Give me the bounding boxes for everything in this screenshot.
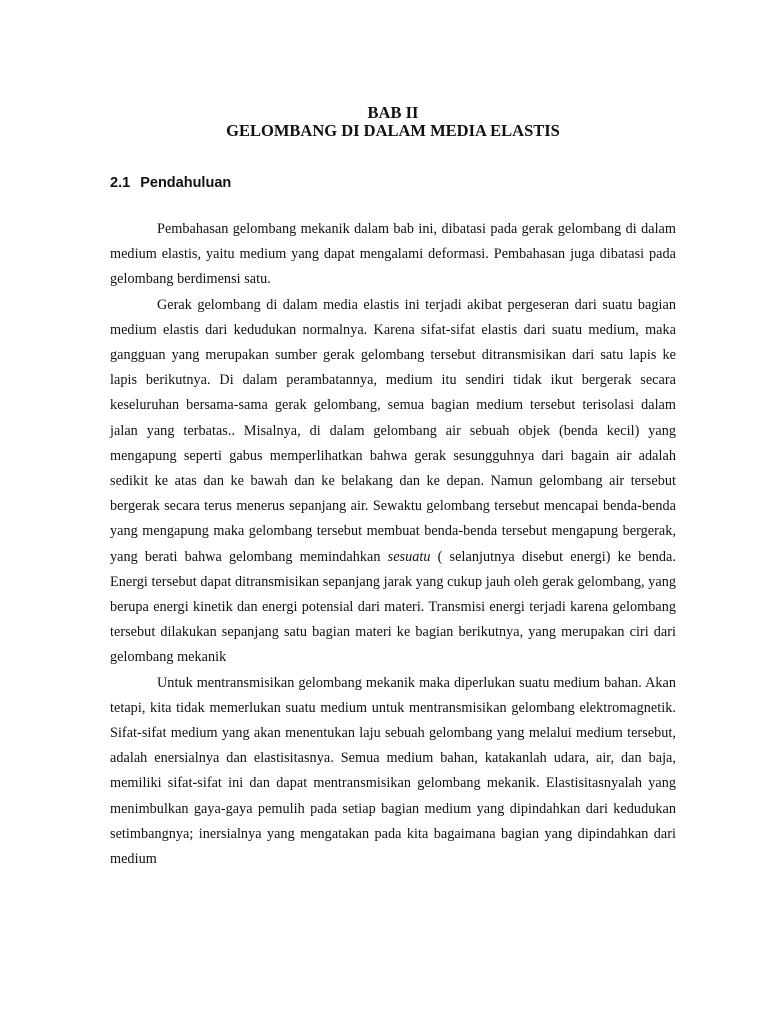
section-title: Pendahuluan (140, 175, 232, 191)
paragraph-2-italic-term: sesuatu (387, 548, 431, 565)
section-number: 2.1 (110, 175, 131, 191)
paragraph-1 (110, 217, 676, 293)
paragraph-2-text-start: Gerak gelombang di dalam media elastis ini terjadi akibat pergeseran dari suatu bagian medium elastis dari kedudukan normalnya. Karena sifat-sifat elastis dari suatu medium, maka gangguan yang merupakan sumber gerak gelombang tersebut ditransmisikan dari satu lapis ke lapis berikutnya. Di dalam perambatannya, medium itu sendiri tidak ikut bergerak secara keseluruhan bersama-sama gerak gelombang, semua bagian medium tersebut terisolasi dalam jalan yang terbatas.. Misalnya, di dalam gelombang air sebuah objek (benda kecil) yang mengapung seperti gabus memperlihatkan bahwa gerak sesungguhnya dari bagain air adalah sedikit ke atas dan ke bawah dan ke belakang dan ke depan. Namun gelombang air tersebut bergerak secara terus menerus sepanjang air. Sewaktu gelombang tersebut mencapai benda-benda yang mengapung maka gelombang tersebut membuat benda-benda tersebut mengapung bergerak, yang berati bahwa gelombang memindahkan (110, 296, 676, 565)
paragraph-2-text-end: ( selanjutnya disebut energi) ke benda. Energi tersebut dapat ditransmisikan sepanjang jarak yang cukup jauh oleh gerak gelombang, yang berupa energi kinetik dan energi potensial dari materi. Transmisi energi terjadi karena gelombang tersebut dilakukan sepanjang satu bagian materi ke bagian berikutnya, yang merupakan ciri dari gelombang mekanik (110, 548, 676, 666)
chapter-title: GELOMBANG DI DALAM MEDIA ELASTIS (226, 121, 560, 140)
paragraph-3-text: Untuk mentransmisikan gelombang mekanik maka diperlukan suatu medium bahan. Akan tetapi, kita tidak memerlukan suatu medium untuk mentransmisikan gelombang elektromagnetik. Sifat-sifat medium yang akan menentukan laju sebuah gelombang yang melalui medium tersebut, adalah enersialnya dan elastisitasnya. Semua medium bahan, katakanlah udara, air, dan baja, memiliki sifat-sifat ini dan dapat mentransmisikan gelombang mekanik. Elastisitasnyalah yang menimbulkan gaya-gaya pemulih pada setiap bagian medium yang dipindahkan dari kedudukan setimbangnya; inersialnya yang mengatakan pada kita bagaimana bagian yang dipindahkan dari medium (110, 674, 676, 868)
paragraph-1-text: Pembahasan gelombang mekanik dalam bab ini, dibatasi pada gerak gelombang di dalam medium elastis, yaitu medium yang dapat mengalami deformasi. Pembahasan juga dibatasi pada gelombang berdimensi satu. (110, 221, 676, 288)
paragraph-2 (110, 293, 676, 671)
document-page (110, 104, 676, 872)
chapter-label: BAB II (367, 103, 419, 122)
body-text (110, 217, 676, 872)
paragraph-3 (110, 671, 676, 873)
chapter-heading (110, 104, 676, 140)
section-heading (110, 174, 676, 192)
